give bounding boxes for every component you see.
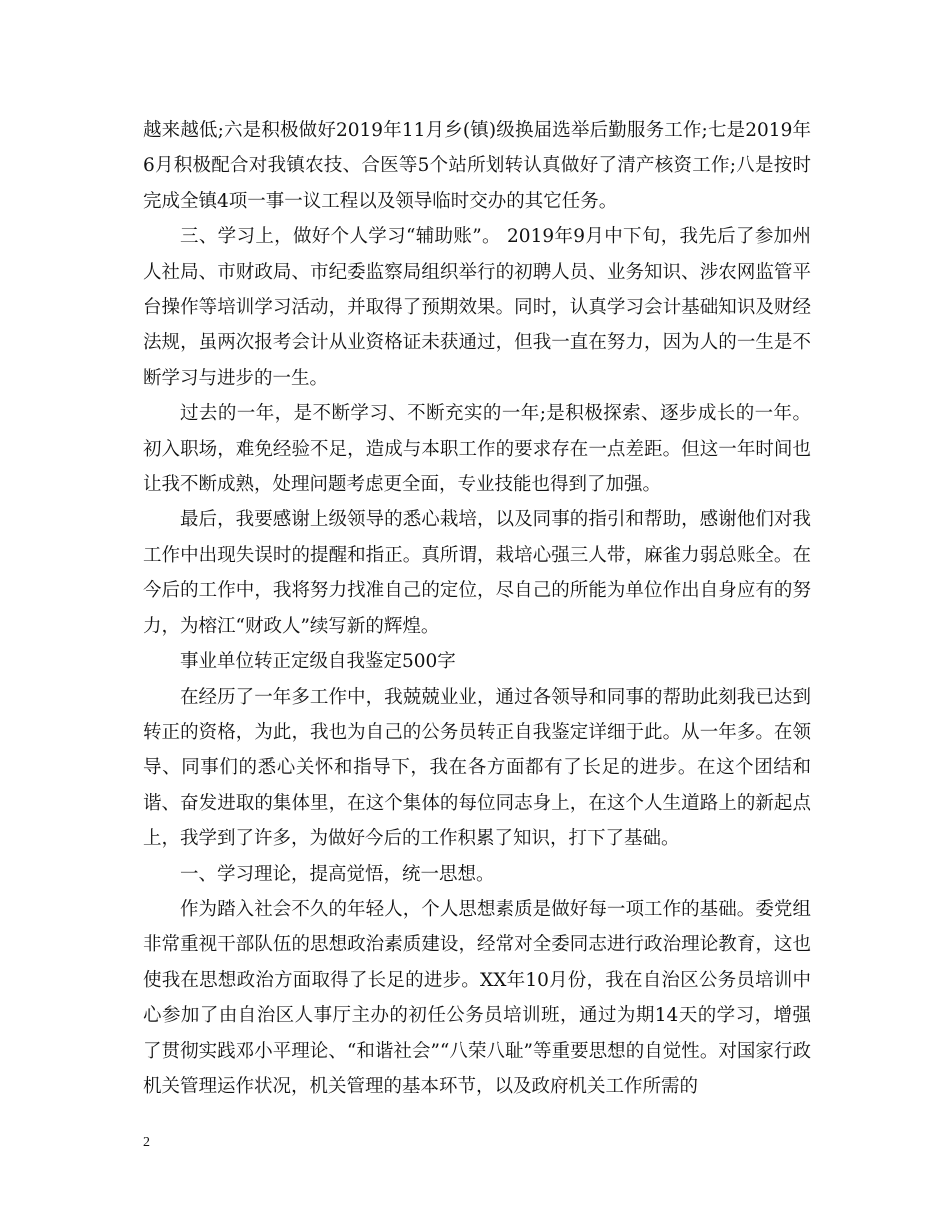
paragraph-4: 最后，我要感谢上级领导的悉心栽培，以及同事的指引和帮助，感谢他们对我工作中出现失误时的提醒和指正。真所谓，栽培心强三人带，麻雀力弱总账全。在今后的工作中，我将努力找准自己的定位，尽自己的所能为单位作出自身应有的努力，为榕江“财政人”续写新的辉煌。 (143, 509, 811, 637)
paragraph-1: 越来越低;六是积极做好2019年11月乡(镇)级换届选举后勤服务工作;七是2019年6月积极配合对我镇农技、合医等5个站所划转认真做好了清产核资工作;八是按时完成全镇4项一事一议工程以及领导临时交办的其它任务。 (143, 120, 811, 212)
page-number: 2 (143, 1135, 150, 1150)
section-heading: 事业单位转正定级自我鉴定500字 (180, 651, 456, 673)
paragraph-3: 过去的一年，是不断学习、不断充实的一年;是积极探索、逐步成长的一年。初入职场，难免经验不足，造成与本职工作的要求存在一点差距。但这一年时间也让我不断成熟，处理问题考虑更全面，专业技能也得到了加强。 (143, 403, 811, 496)
paragraph-2: 三、学习上，做好个人学习“辅助账”。 2019年9月中下旬，我先后了参加州人社局、市财政局、市纪委监察局组织举行的初聘人员、业务知识、涉农网监管平台操作等培训学习活动，并取得了预期效果。同时，认真学习会计基础知识及财经法规，虽两次报考会计从业资格证未获通过，但我一直在努力，因为人的一生是不断学习与进步的一生。 (143, 226, 811, 389)
document-body (143, 113, 811, 1104)
paragraph-6: 在经历了一年多工作中，我兢兢业业，通过各领导和同事的帮助此刻我已达到转正的资格，为此，我也为自己的公务员转正自我鉴定详细于此。从一年多。在领导、同事们的悉心关怀和指导下，我在各方面都有了长足的进步。在这个团结和谐、奋发进取的集体里，在这个集体的每位同志身上，在这个人生道路上的新起点上，我学到了许多，为做好今后的工作积累了知识，打下了基础。 (143, 686, 811, 850)
paragraph-8: 作为踏入社会不久的年轻人，个人思想素质是做好每一项工作的基础。委党组非常重视干部队伍的思想政治素质建设，经常对全委同志进行政治理论教育，这也使我在思想政治方面取得了长足的进步。XX年10月份，我在自治区公务员培训中心参加了由自治区人事厅主办的初任公务员培训班，通过为期14天的学习，增强了贯彻实践邓小平理论、“和谐社会”“八荣八耻”等重要思想的自觉性。对国家行政机关管理运作状况，机关管理的基本环节，以及政府机关工作所需的 (143, 898, 811, 1097)
subheading-1: 一、学习理论，提高觉悟，统一思想。 (180, 863, 495, 885)
